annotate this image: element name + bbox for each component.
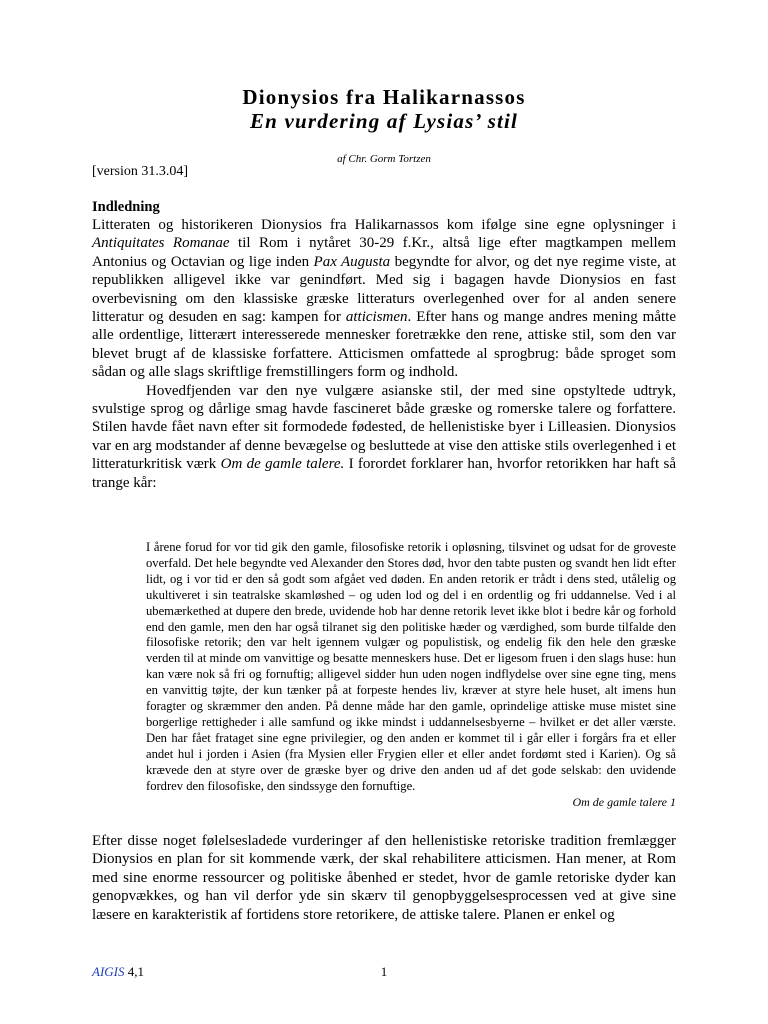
- italic-pax-augusta: Pax Augusta: [313, 253, 391, 270]
- quote-text: I årene forud for vor tid gik den gamle, filosofiske retorik i opløsning, tilsvinet og udsat for de groveste overfald. Det hele begyndte ved Alexander den Stores død, hvor den tabte pusten og svandt hen lidt efter lidt, og i vor tid er den så godt som afgået ved døden. En anden retorik er trådt i dens sted, utålelig og ukultiveret i sin teatralske skamløshed – og uden lod og del i en ordentlig og fri uddannelse. Ved i al ubemærkethed at dupere den brede, uvidende hob har denne retorik levet ikke blot i bedre kår og forhold end den gamle, men den har også tilranet sig den politiske hæder og værdighed, som burde tilfalde den filosofiske retorik; den var helt igennem vulgær og populistisk, og endelig fik den hele den græske verden til at minde om vanvittige og besatte menneskers huse. Det er ligesom fruen i den slags huse: hun kan være nok så fri og fornuftig; alligevel sidder hun uden nogen indflydelse over sine egne ting, mens en vanvittig tøjte, der kun tænker på at forpeste hendes liv, kræver at styre hele huset, alt imens hun foragter og skræmmer den anden. På denne måde har den gamle, oprindelige attiske muse mistet sine borgerlige rettigheder i alle samfund og ikke mindst i uddannelsesbyerne – hvilket er det aller værste. Den har fået frataget sine egne privilegier, og den anden er kommet til i går eller i forgårs fra et eller andet hul i jorden i Asien (fra Mysien eller Frygien eller et eller andet fordømt sted i Karien). Og så krævede den at styre over de græske byer og drive den anden ud af det gode selskab: den uvidende fordrev den filosofiske, den sindssyge den fornuftige.: [146, 540, 676, 793]
- paragraph-2-text-a: Hovedfjenden var den nye vulgære asianske stil, der med sine opstyltede udtryk, svulstige sprog og dårlige smag havde fascineret både græske og romerske talere og forfattere. Stilen havde fået navn efter sit formodede fødested, de hellenistiske byer i Lilleasien. Dionysios var en arg modstander af denne bevægelse og besluttede at vise den attiske stils overlegenhed i et litteraturkritisk værk: [92, 382, 676, 473]
- intro-body: [92, 216, 676, 492]
- paragraph-2: [92, 382, 676, 492]
- continuation-body: [92, 832, 676, 924]
- journal-name: AIGIS: [92, 964, 125, 979]
- paragraph-3: Efter disse noget følelsesladede vurderinger af den hellenistiske retoriske tradition fremlægger Dionysios en plan for sit kommende værk, der skal rehabilitere atticismen. Han mener, at Rom med sine enorme ressourcer og politiske åbenhed er stedet, hvor de gamle retoriske dyder kan genopvækkes, og han vil derfor yde sin skærv til genopbyggelsesprocessen ved at give sine læsere en karakteristik af fortidens store retorikere, de attiske talere. Planen er enkel og: [92, 833, 676, 923]
- quote-source: Om de gamle talere 1: [572, 794, 676, 809]
- paragraph-1-text-c: til Rom i nytåret 30-29 f.Kr., altså lige efter magtkampen mellem Antonius og Octavian og lige inden: [92, 235, 676, 270]
- section-heading: Indledning: [92, 199, 160, 215]
- italic-atticismen: atticismen: [345, 309, 408, 326]
- italic-title-antiquitates: Antiquitates Romanae: [92, 235, 230, 252]
- paragraph-1-text-e: begyndte for alvor, og det nye regime viste, at republikken alligevel ikke var genindført. Med sig i bagagen havde Dionysios en fast overbevisning om den klassiske græske litteraturs overlegenhed over for al anden senere litteratur og desuden en sag: kampen for: [92, 253, 677, 326]
- paragraph-1-text-a: Litteraten og historikeren Dionysios fra Halikarnassos kom ifølge sine egne oplysninger i: [92, 217, 676, 233]
- document-title: Dionysios fra Halikarnassos: [242, 85, 526, 109]
- document-subtitle: En vurdering af Lysias’ stil: [249, 109, 519, 133]
- paragraph-1: [92, 216, 676, 382]
- paragraph-2-text-c: I forordet forklarer han, hvorfor retorikken har haft så trange kår:: [92, 456, 676, 491]
- block-quote: [146, 540, 676, 810]
- page-number: 1: [380, 964, 388, 979]
- author-line: af Chr. Gorm Tortzen: [337, 153, 431, 165]
- version-label: [version 31.3.04]: [92, 164, 189, 179]
- journal-issue: 4,1: [127, 964, 144, 979]
- paragraph-1-text-g: . Efter hans og mange andres mening måtte alle ordentlige, litterært interesserede mennesker foretrække den rene, attiske stil, som den var blevet brugt af de klassiske forfattere. Atticismen omfattede al sprogbrug: både sproget som sådan og alle slags skriftlige fremstillingers form og indhold.: [92, 309, 677, 381]
- italic-work-title: Om de gamle talere.: [220, 456, 345, 473]
